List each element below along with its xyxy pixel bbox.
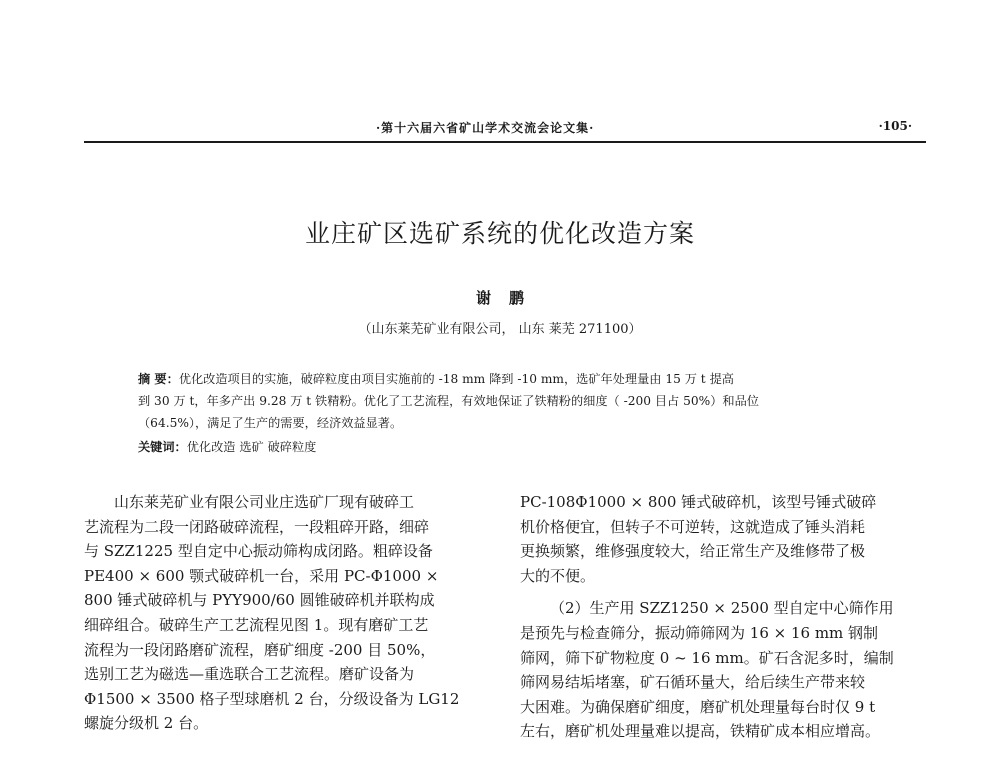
body-line: 左右，磨矿机处理量难以提高，铁精矿成本相应增高。 <box>520 722 881 741</box>
abstract-label: 摘 要： <box>138 372 179 386</box>
page-number: ·105· <box>878 119 912 133</box>
body-line: （2）生产用 SZZ1250 × 2500 型自定中心筛作用 <box>550 599 894 618</box>
body-line: 选别工艺为磁选—重选联合工艺流程。磨矿设备为 <box>84 665 415 684</box>
keywords-line <box>138 436 878 458</box>
header-rule <box>84 141 926 143</box>
body-line: 螺旋分级机 2 台。 <box>84 714 209 733</box>
body-line: 机价格便宜，但转子不可逆转，这就造成了锤头消耗 <box>520 517 866 536</box>
paragraph-gap <box>520 588 925 596</box>
abstract-line: 到 30 万 t，年多产出 9.28 万 t 铁精粉。优化了工艺流程，有效地保证了铁精粉的细度（ -200 目占 50%）和品位 <box>138 394 759 408</box>
body-line: 流程为一段闭路磨矿流程，磨矿细度 -200 目 50%， <box>84 640 436 659</box>
body-line: 是预先与检查筛分，振动筛筛网为 16 × 16 mm 钢制 <box>520 623 879 642</box>
body-line: PC-108Φ1000 × 800 锤式破碎机，该型号锤式破碎 <box>520 493 877 511</box>
body-column-left <box>84 490 489 736</box>
proceedings-title: ·第十六届六省矿山学术交流会论文集· <box>376 121 595 135</box>
paper-title: 业庄矿区选矿系统的优化改造方案 <box>304 219 695 248</box>
abstract-line <box>138 368 878 390</box>
body-line: 与 SZZ1225 型自定中心振动筛构成闭路。粗碎设备 <box>84 542 433 561</box>
body-line: 更换频繁，维修强度较大，给正常生产及维修带了极 <box>520 542 866 561</box>
keywords-label: 关键词： <box>138 440 187 454</box>
body-column-right <box>520 490 925 744</box>
body-line: PE400 × 600 颚式破碎机一台，采用 PC-Φ1000 × <box>84 566 439 585</box>
author-name: 谢鹏 <box>475 289 542 307</box>
body-line: 细碎组合。破碎生产工艺流程见图 1。现有磨矿工艺 <box>84 615 429 634</box>
author-affiliation: （山东莱芜矿业有限公司， 山东 莱芜 271100） <box>358 322 642 337</box>
abstract-block <box>138 368 878 458</box>
body-line: 大的不便。 <box>520 566 596 585</box>
running-header <box>84 115 926 141</box>
abstract-line: （64.5%），满足了生产的需要，经济效益显著。 <box>138 416 403 430</box>
body-line: 大困难。为确保磨矿细度，磨矿机处理量每台时仅 9 t <box>520 697 876 716</box>
keywords-text: 优化改造 选矿 破碎粒度 <box>186 440 317 454</box>
body-line: 山东莱芜矿业有限公司业庄选矿厂现有破碎工 <box>114 493 415 511</box>
body-line: Φ1500 × 3500 格子型球磨机 2 台，分级设备为 LG12 <box>84 689 460 708</box>
body-line: 筛网易结垢堵塞，矿石循环量大，给后续生产带来较 <box>520 673 866 692</box>
abstract-text: 优化改造项目的实施，破碎粒度由项目实施前的 -18 mm 降到 -10 mm，选矿年处理量由 15 万 t 提高 <box>178 372 734 386</box>
body-line: 800 锤式破碎机与 PYY900/60 圆锥破碎机并联构成 <box>84 591 435 610</box>
body-line: 艺流程为二段一闭路破碎流程，一段粗碎开路，细碎 <box>84 517 430 536</box>
body-line: 筛网，筛下矿物粒度 0 ~ 16 mm。矿石含泥多时，编制 <box>520 648 894 667</box>
